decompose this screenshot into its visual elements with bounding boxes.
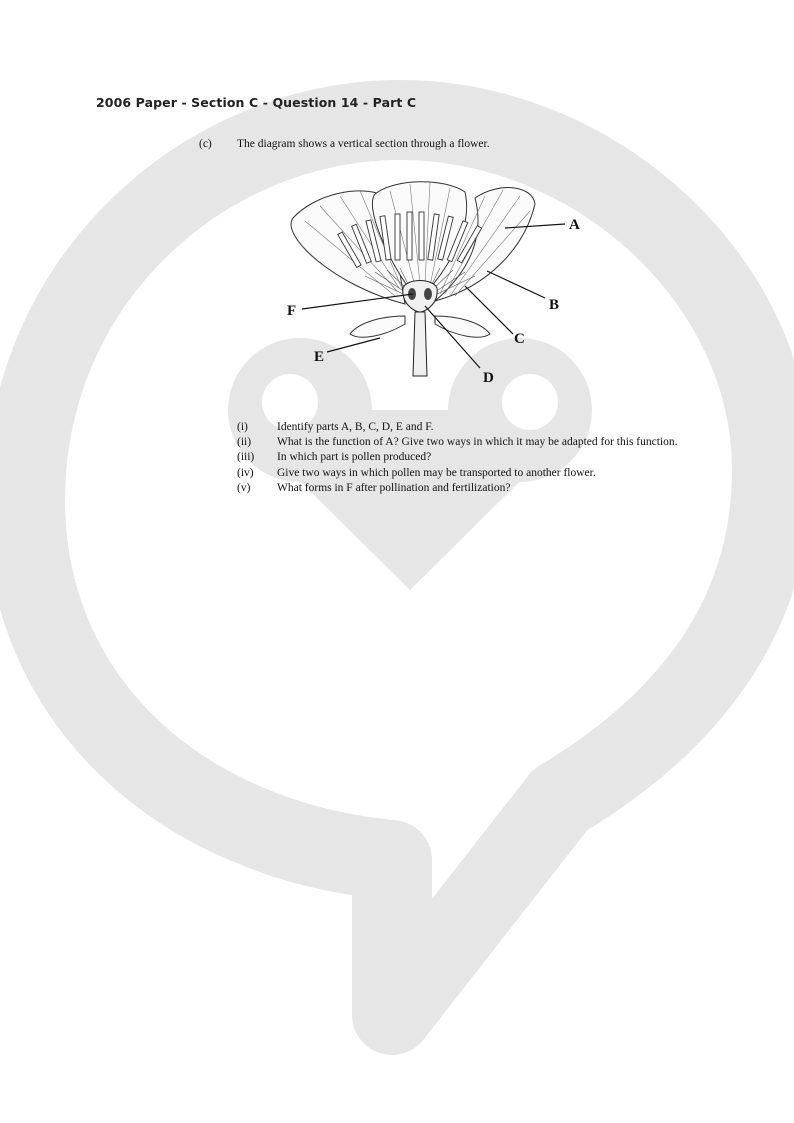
label-f: F: [287, 303, 297, 319]
ovary: [403, 281, 437, 313]
flower-section-diagram: [275, 176, 595, 396]
page-title: 2006 Paper - Section C - Question 14 - Part C: [96, 95, 417, 110]
question-number: (iv): [237, 466, 254, 479]
part-label: (c): [199, 138, 212, 150]
label-b: B: [549, 297, 560, 313]
question-text: What is the function of A? Give two ways in which it may be adapted for this function.: [277, 436, 678, 449]
question-number: (v): [237, 481, 251, 494]
question-text: In which part is pollen produced?: [277, 451, 432, 464]
question-intro: The diagram shows a vertical section through a flower.: [237, 138, 490, 150]
label-d: D: [483, 370, 494, 386]
label-e: E: [314, 349, 325, 365]
sepal-left: [350, 316, 405, 337]
question-number: (ii): [237, 436, 252, 449]
label-a: A: [569, 217, 580, 233]
label-c: C: [514, 331, 525, 347]
question-text: What forms in F after pollination and fertilization?: [277, 481, 511, 494]
question-text: Give two ways in which pollen may be transported to another flower.: [277, 466, 596, 479]
question-number: (i): [237, 421, 248, 433]
question-text: Identify parts A, B, C, D, E and F.: [277, 421, 434, 433]
question-number: (iii): [237, 451, 255, 464]
flower-stalk: [413, 312, 427, 376]
